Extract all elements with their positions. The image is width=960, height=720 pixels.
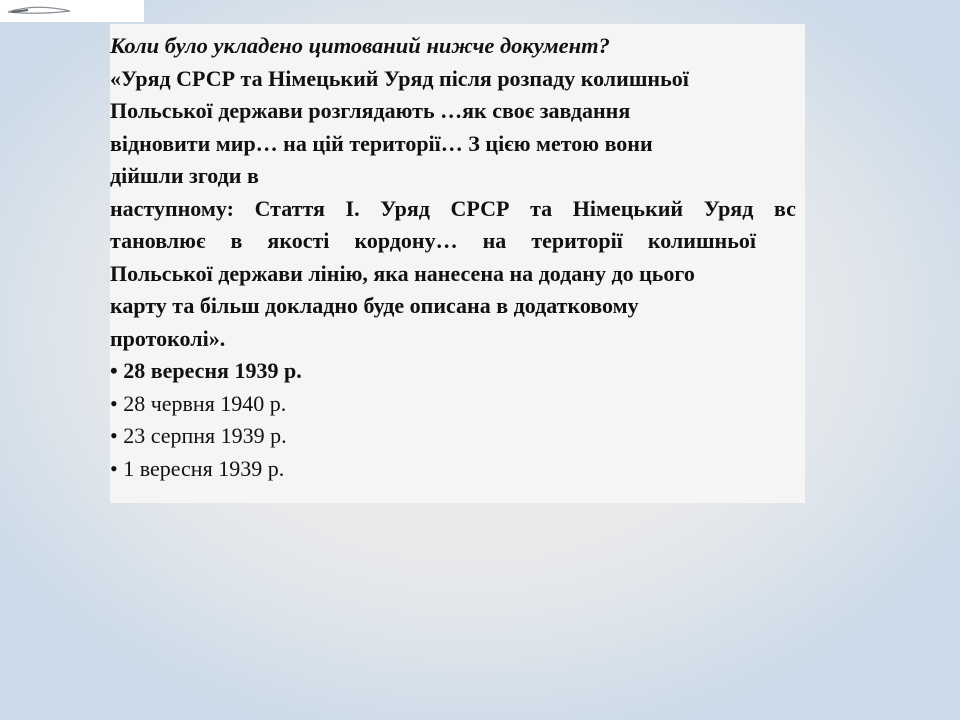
quote-line: відновити мир… на цій території… З цією метою вони	[110, 130, 653, 156]
quote-word: в	[230, 228, 243, 253]
answer-option-correct: • 28 вересня 1939 р.	[110, 358, 302, 383]
question-text: Коли було укладено цитований нижче документ?	[110, 33, 610, 58]
logo-swoosh-icon	[6, 5, 72, 17]
quote-word: Уряд	[380, 195, 430, 221]
quote-justified-line	[110, 225, 756, 258]
quote-word: території	[531, 228, 623, 253]
quote-word: тановлює	[110, 228, 206, 253]
quote-word: Уряд	[703, 195, 754, 221]
quote-line: Польської держави лінію, яка нанесена на додану до цього	[110, 260, 695, 286]
quote-line: «Уряд СРСР та Німецький Уряд після розпаду колишньої	[110, 65, 689, 91]
quote-word: І.	[345, 195, 360, 221]
slide-logo	[0, 0, 144, 22]
question-panel	[110, 24, 805, 503]
quote-word: кордону…	[354, 228, 458, 253]
quote-line: карту та більш докладно буде описана в додатковому	[110, 293, 639, 318]
answer-option: • 23 серпня 1939 р.	[110, 423, 287, 448]
quote-word: якості	[267, 228, 330, 253]
quote-word: СРСР	[450, 195, 510, 221]
quote-line: Польської держави розглядають …як своє завдання	[110, 98, 631, 123]
quote-word: колишньої	[647, 228, 756, 253]
quote-word: вс	[773, 195, 796, 221]
quote-line: протоколі».	[110, 325, 226, 351]
quote-word: та	[530, 195, 553, 221]
quote-word: наступному:	[110, 195, 234, 221]
quote-justified-line	[110, 193, 796, 226]
quote-word: на	[482, 228, 507, 253]
answer-option: • 1 вересня 1939 р.	[110, 455, 285, 481]
quote-word: Німецький	[572, 195, 684, 221]
quote-line: дійшли згоди в	[110, 163, 259, 188]
answer-option: • 28 червня 1940 р.	[110, 390, 287, 416]
quote-word: Стаття	[254, 195, 325, 221]
